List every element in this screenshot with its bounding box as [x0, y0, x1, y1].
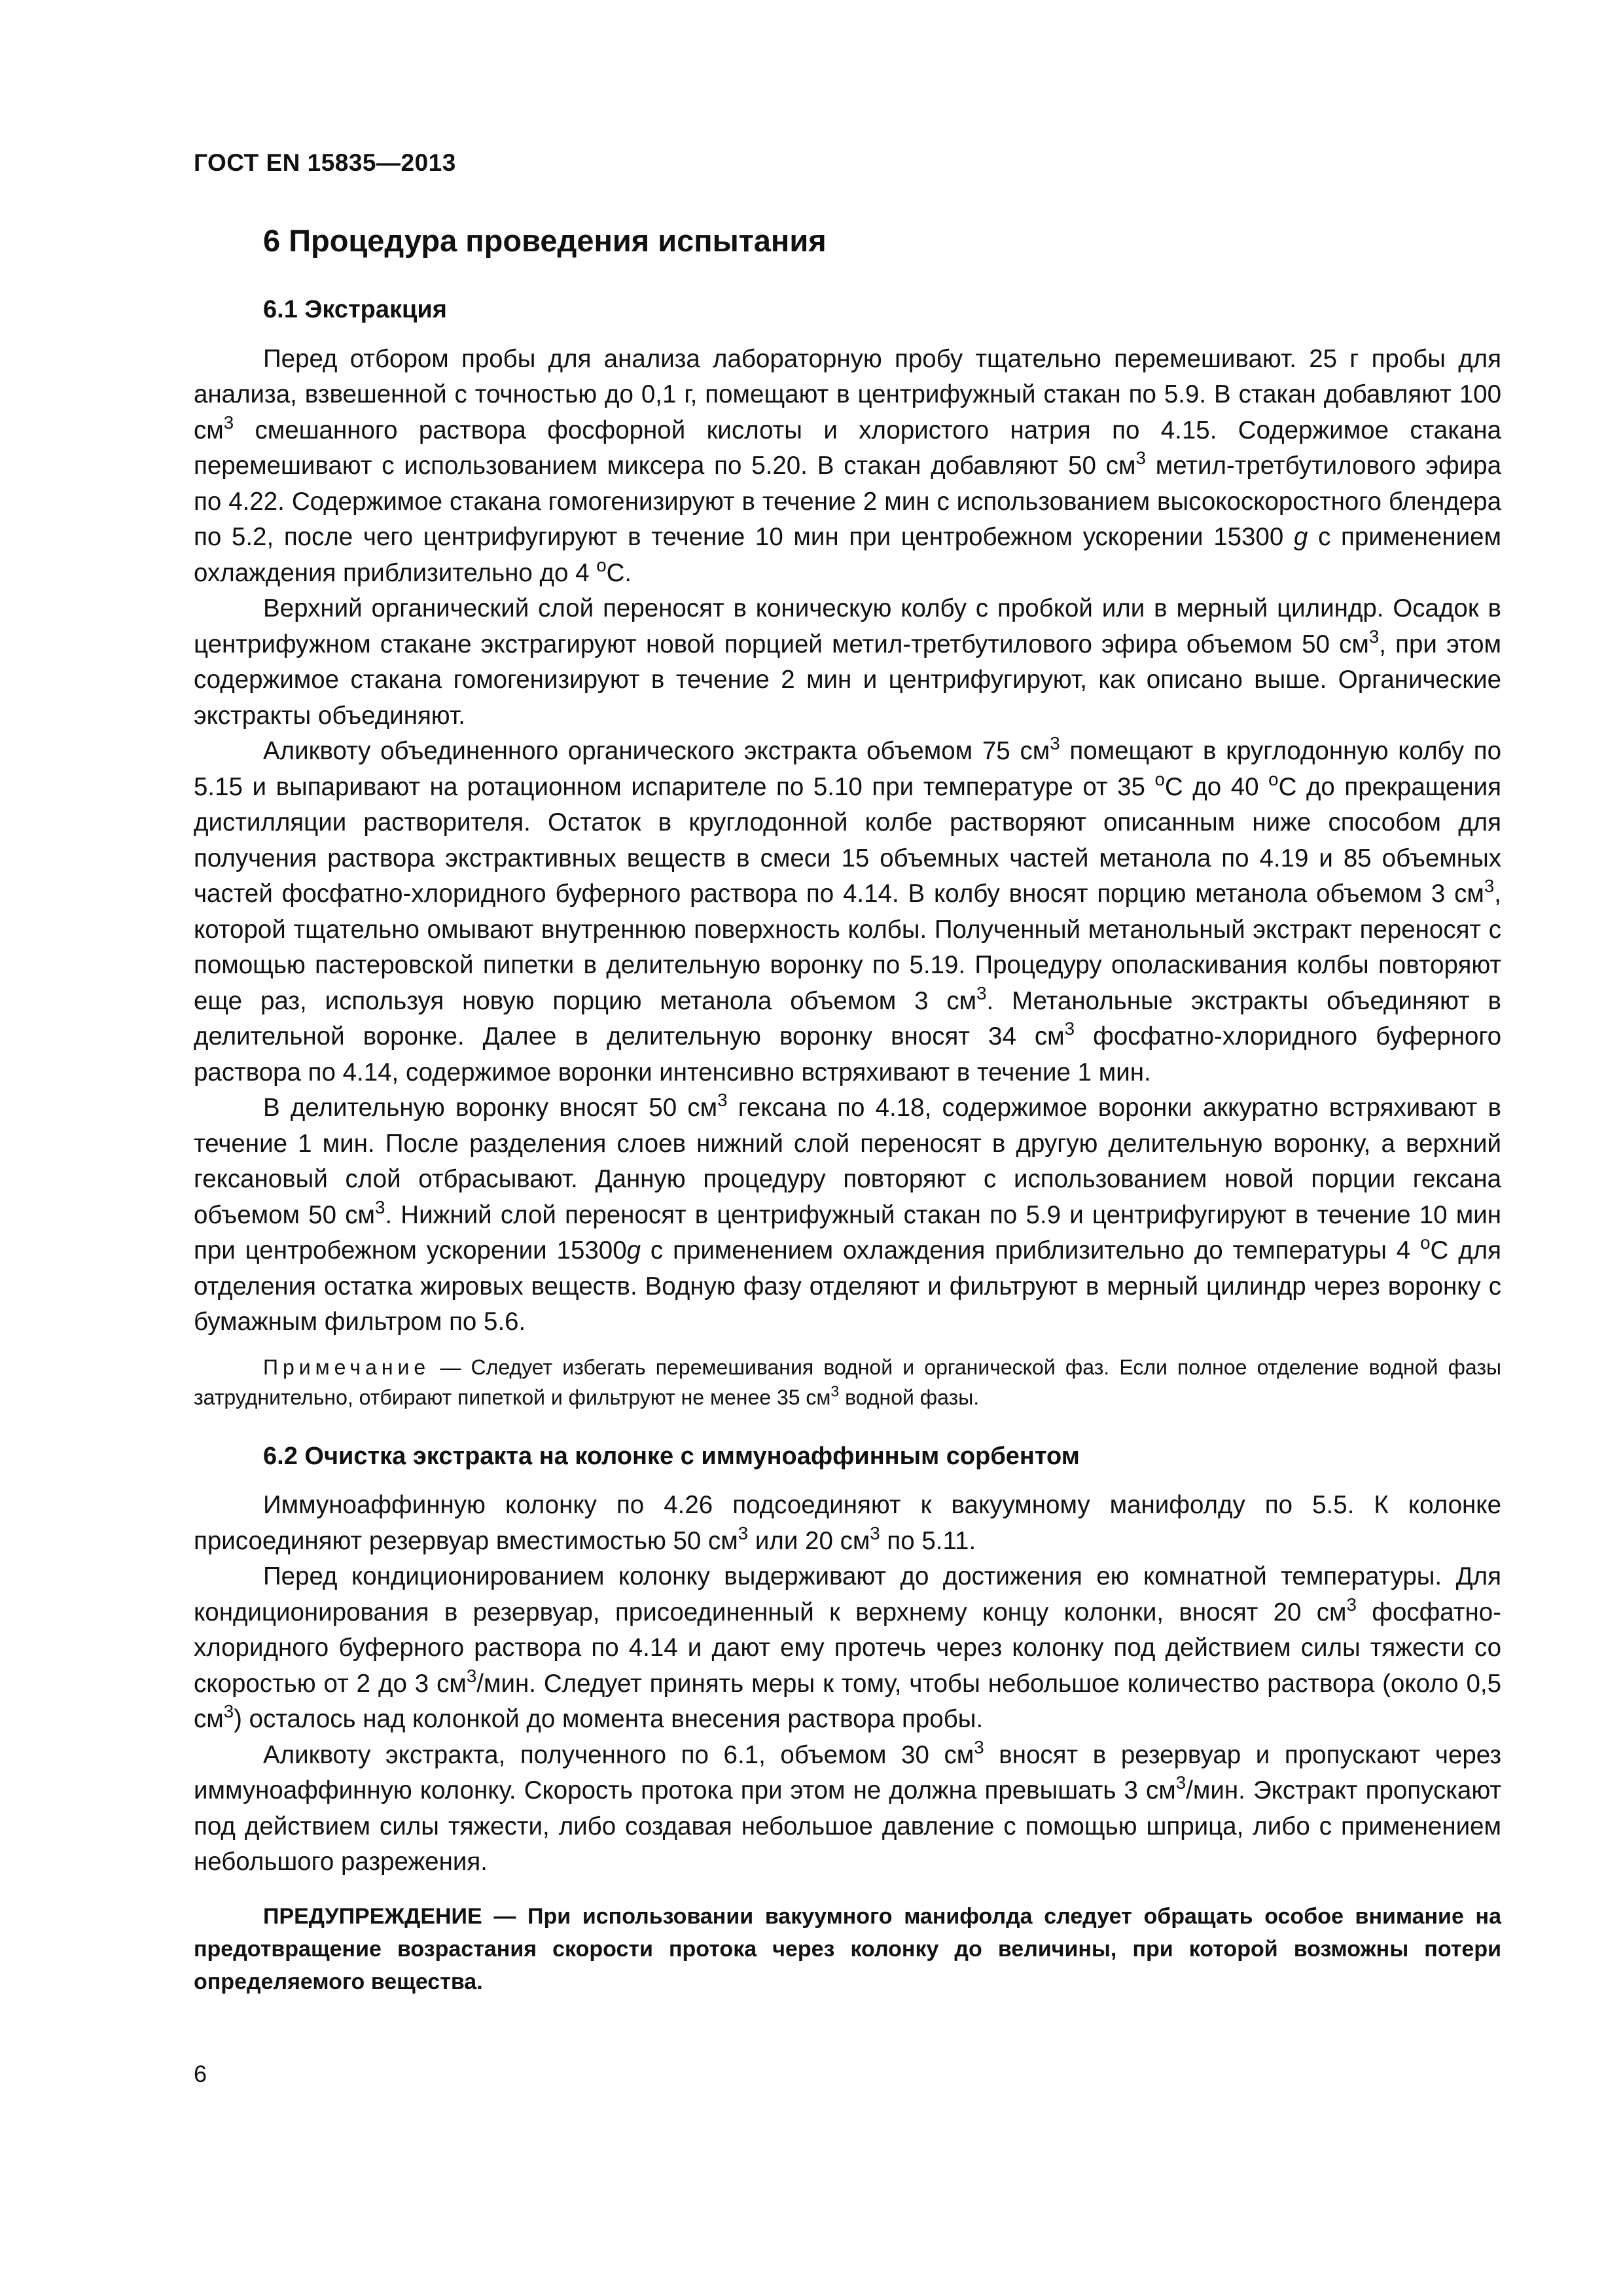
section-title: 6 Процедура проведения испытания — [263, 223, 827, 258]
subsection-title-6-2: 6.2 Очистка экстракта на колонке с иммуноаффинным сорбентом — [263, 1442, 1080, 1470]
paragraph: Верхний органический слой переносят в коническую колбу с пробкой или в мерный цилиндр. Осадок в центрифужном стакане экстрагируют новой порцией метил-третбутилового эфира объемом 50 $см^3$, при этом содержимое стакана гомогенизируют в течение 2 мин и центрифугируют, как описано выше. Органические экстракты объединяют. — [194, 594, 1501, 730]
paragraph: Аликвоту объединенного органического экстракта объемом 75 $см^3$ помещают в круглодонную колбу по 5.15 и выпаривают на ротационном испарителе по 5.10 при температуре от 35 $^o$C до 40 $^o$C до прекращения дистилляции растворителя. Остаток в круглодонной колбе растворяют описанным ниже способом для получения раствора экстрактивных веществ в смеси 15 объемных частей метанола по 4.19 и 85 объемных частей фосфатно-хлоридного буферного раствора по 4.14. В колбу вносят порцию метанола объемом 3 $см^3$, которой тщательно омывают внутреннюю поверхность колбы. Полученный метанольный экстракт переносят с помощью пастеровской пипетки в делительную воронку по 5.19. Процедуру ополаскивания колбы повторяют еще раз, используя новую порцию метанола объемом 3 $см^3$. Метанольные экстракты объединяют в делительной воронке. Далее в делительную воронку вносят 34 $см^3$ фосфатно-хлоридного буферного раствора по 4.14, содержимое воронки интенсивно встряхивают в течение 1 мин. — [194, 733, 1502, 1086]
page-content — [194, 223, 1501, 1998]
paragraph: Перед отбором пробы для анализа лабораторную пробу тщательно перемешивают. 25 г пробы для анализа, взвешенной с точностью до 0,1 г, помещают в центрифужный стакан по 5.9. В стакан добавляют 100 $см^3$ смешанного раствора фосфорной кислоты и хлористого натрия по 4.15. Содержимое стакана перемешивают с использованием миксера по 5.20. В стакан добавляют 50 $см^3$ метил-третбутилового эфира по 4.22. Содержимое стакана гомогенизируют в течение 2 мин с использованием высокоскоростного блендера по 5.2, после чего центрифугируют в течение 10 мин при центробежном ускорении 15300 g с применением охлаждения приблизительно до 4 $^o$C. — [194, 344, 1501, 587]
paragraph: Иммуноаффинную колонку по 4.26 подсоединяют к вакуумному манифолду по 5.5. К колонке присоединяют резервуар вместимостью 50 $см^3$ или 20 $см^3$ по 5.11. — [194, 1491, 1501, 1555]
note-label: Примечание — [263, 1355, 431, 1379]
page-number: 6 — [194, 2060, 207, 2087]
warning: ПРЕДУПРЕЖДЕНИЕ — При использовании вакуумного манифолда следует обращать особое внимание на предотвращение возрастания скорости протока через колонку до величины, при которой возможны потери определяемого вещества. — [194, 1903, 1501, 1994]
paragraph: Аликвоту экстракта, полученного по 6.1, объемом 30 $см^3$ вносят в резервуар и пропускают через иммуноаффинную колонку. Скорость протока при этом не должна превышать 3 $см^3$/мин. Экстракт пропускают под действием силы тяжести, либо создавая небольшое давление с помощью шприца, либо с применением небольшого разрежения. — [194, 1736, 1502, 1876]
paragraph: Перед кондиционированием колонку выдерживают до достижения ею комнатной температуры. Для кондиционирования в резервуар, присоединенный к верхнему концу колонки, вносят 20 $см^3$ фосфатно-хлоридного буферного раствора по 4.14 и дают ему протечь через колонку под действием силы тяжести со скоростью от 2 до 3 $см^3$/мин. Следует принять меры к тому, чтобы небольшое количество раствора (около 0,5 $см^3$) осталось над колонкой до момента внесения раствора пробы. — [194, 1562, 1502, 1734]
subsection-title-6-1: 6.1 Экстракция — [263, 296, 447, 324]
standard-header: ГОСТ EN 15835—2013 — [194, 149, 456, 176]
note: Примечание — Следует избегать перемешивания водной и органической фаз. Если полное отделение водной фазы затруднительно, отбирают пипеткой и фильтруют не менее 35 $см^3$ водной фазы. — [194, 1355, 1501, 1409]
paragraph: В делительную воронку вносят 50 $см^3$ гексана по 4.18, содержимое воронки аккуратно встряхивают в течение 1 мин. После разделения слоев нижний слой переносят в другую делительную воронку, а верхний гексановый слой отбрасывают. Данную процедуру повторяют с использованием новой порции гексана объемом 50 $см^3$. Нижний слой переносят в центрифужный стакан по 5.9 и центрифугируют в течение 10 мин при центробежном ускорении 15300g с применением охлаждения приблизительно до температуры 4 $^o$C для отделения остатка жировых веществ. Водную фазу отделяют и фильтруют в мерный цилиндр через воронку с бумажным фильтром по 5.6. — [194, 1090, 1502, 1336]
